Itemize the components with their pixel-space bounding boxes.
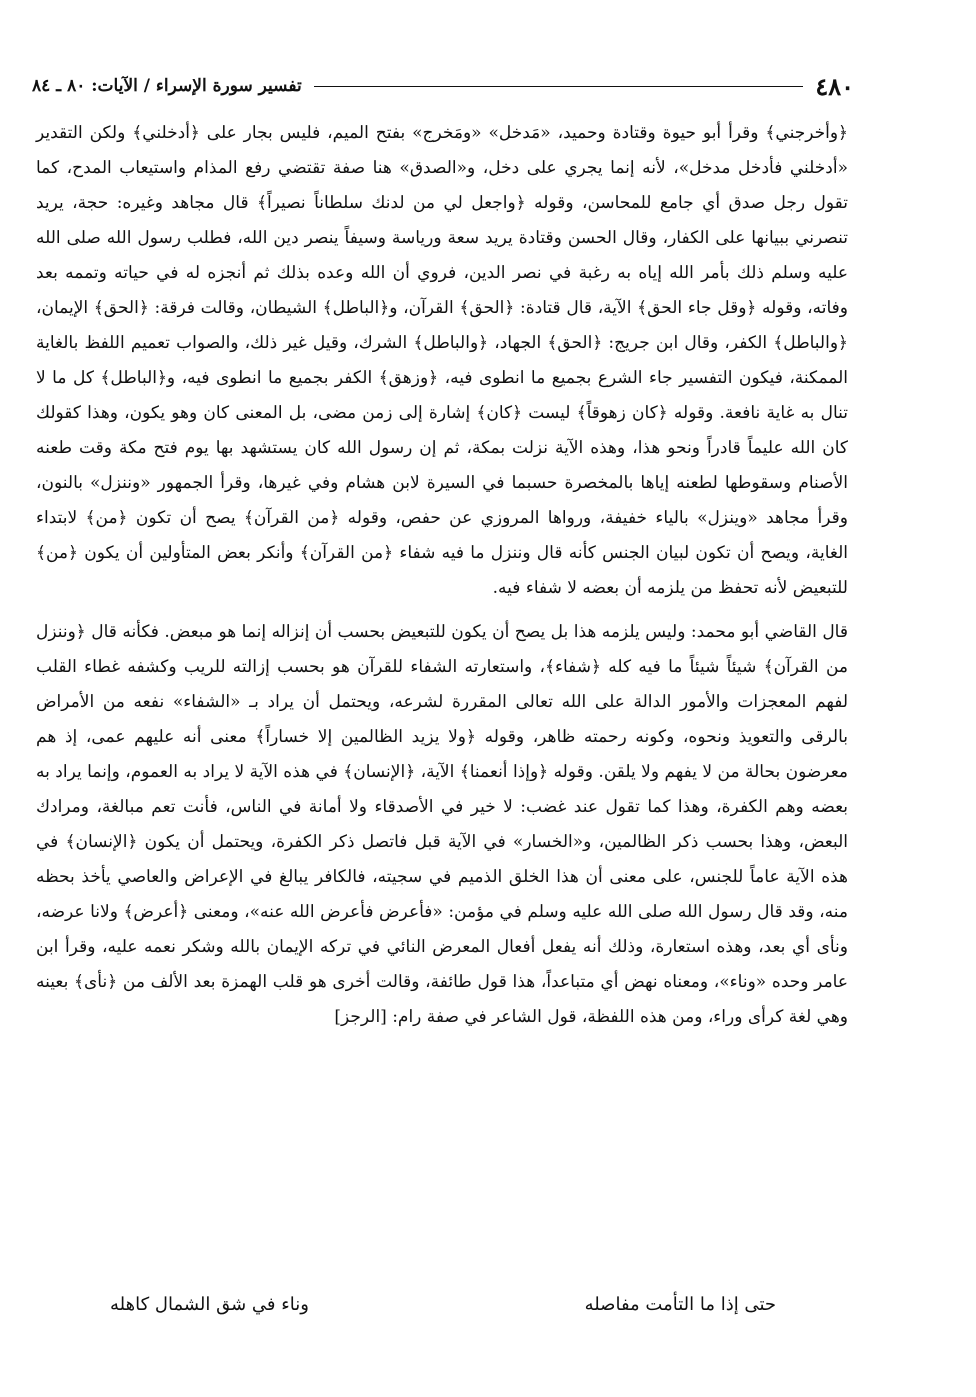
commentary-text <box>36 116 848 1035</box>
running-title: تفسير سورة الإسراء / الآيات: ٨٠ ـ ٨٤ <box>32 76 302 96</box>
header-rule <box>314 86 804 87</box>
running-header <box>32 70 854 102</box>
verse-second-hemistich: وناء في شق الشمال كاهله <box>110 1294 309 1315</box>
paragraph-1: ﴿وأخرجني﴾ وقرأ أبو حيوة وقتادة وحميد، «مَدخل» «ومَخرج» بفتح الميم، فليس بجار على ﴿أدخلني﴾ ولكن التقدير «أدخلني فأدخل مدخل»، لأنه إنما يجري على دخل، و«الصدق» هنا صفة تقتضي رفع المذام واستيعاب المدح، كما تقول رجل صدق أي جامع للمحاسن، وقوله ﴿واجعل لي من لدنك سلطاناً نصيراً﴾ قال مجاهد وغيره: حجة، يريد تنصرني ببيانها على الكفار، وقال الحسن وقتادة يريد سعة ورياسة وسيفاً ينصر دين الله، فطلب رسول الله صلى الله عليه وسلم ذلك بأمر الله إياه به رغبة في نصر الدين، فروي أن الله وعده بذلك ثم أنجزه له في حياته وتممه بعد وفاته، وقوله ﴿وقل جاء الحق﴾ الآية، قال قتادة: ﴿الحق﴾ القرآن، و﴿الباطل﴾ الشيطان، وقالت فرقة: ﴿الحق﴾ الإيمان، ﴿والباطل﴾ الكفر، وقال ابن جريج: ﴿الحق﴾ الجهاد، ﴿والباطل﴾ الشرك، وقيل غير ذلك، والصواب تعميم اللفظ بالغاية الممكنة، فيكون التفسير جاء الشرع بجميع ما انطوى فيه، ﴿وزهق﴾ الكفر بجميع ما انطوى فيه، و﴿الباطل﴾ كل ما لا تنال به غاية نافعة. وقوله ﴿كان زهوقاً﴾ ليست ﴿كان﴾ إشارة إلى زمن مضى، بل المعنى كان وهو يكون، وهذا كقولك كان الله عليماً قادراً ونحو هذا، وهذه الآية نزلت بمكة، ثم إن رسول الله كان يستشهد بها يوم فتح مكة وقت طعنه الأصنام وسقوطها لطعنه إياها بالمخصرة حسبما في السيرة لابن هشام وفي غيرها، وقرأ الجمهور «وننزل» بالنون، وقرأ مجاهد «وينزل» بالياء خفيفة، ورواها المروزي عن حفص، وقوله ﴿من القرآن﴾ يصح أن تكون ﴿من﴾ لابتداء الغاية، ويصح أن تكون لبيان الجنس كأنه قال وننزل ما فيه شفاء ﴿من القرآن﴾ وأنكر بعض المتأولين أن يكون ﴿من﴾ للتبعيض لأنه تحفظ من يلزمه أن بعضه لا شفاء فيه. <box>36 123 848 598</box>
poetry-verse <box>110 1294 776 1315</box>
verse-first-hemistich: حتى إذا ما التأمت مفاصله <box>584 1294 776 1315</box>
page-number: ٤٨٠ <box>815 71 854 101</box>
paragraph-2: قال القاضي أبو محمد: وليس يلزمه هذا بل يصح أن يكون للتبعيض بحسب أن إنزاله إنما هو مبعض. فكأنه قال ﴿وننزل من القرآن﴾ شيئاً شيئاً ما فيه كله ﴿شفاء﴾، واستعارته الشفاء للقرآن هو بحسب إزالته للريب وكشفه غطاء القلب لفهم المعجزات والأمور الدالة على الله تعالى المقررة لشرعه، ويحتمل أن يراد بـ «الشفاء» نفعه من الأمراض بالرقى والتعويذ ونحوه، وكونه رحمته ظاهر، وقوله ﴿ولا يزيد الظالمين إلا خساراً﴾ معنى أنه عليهم عمى، إذ هم معرضون بحالة من لا يفهم ولا يلقن. وقوله ﴿وإذا أنعمنا﴾ الآية، ﴿الإنسان﴾ في هذه الآية لا يراد به العموم، وإنما يراد به بعضه وهم الكفرة، وهذا كما تقول عند غضب: لا خير في الأصدقاء ولا أمانة في الناس، فأنت تعم مبالغة، ومرادك البعض، وهذا بحسب ذكر الظالمين، و«الخسار» في الآية قبل فاتصل ذكر الكفرة، ويحتمل أن يكون ﴿الإنسان﴾ في هذه الآية عاماً للجنس، على معنى أن هذا الخلق الذميم في سجيته، فالكافر يبالغ في الإعراض والعاصي يأخذ بحظه منه، وقد قال رسول الله صلى الله عليه وسلم في مؤمن: «فأعرض فأعرض الله عنه»، ومعنى ﴿أعرض﴾ ولانا عرضه، ونأى أي بعد، وهذه استعارة، وذلك أنه يفعل أفعال المعرض النائي في تركه الإيمان بالله وشكر نعمه عليه، وقرأ ابن عامر وحده «وناء»، ومعناه نهض أي متباعداً، هذا قول طائفة، وقالت أخرى هو قلب الهمزة بعد الألف من ﴿نأى﴾ بعينه وهي لغة كرأى وراء، ومن هذه اللفظة، قول الشاعر في صفة رام: [الرجز] <box>36 622 848 1027</box>
